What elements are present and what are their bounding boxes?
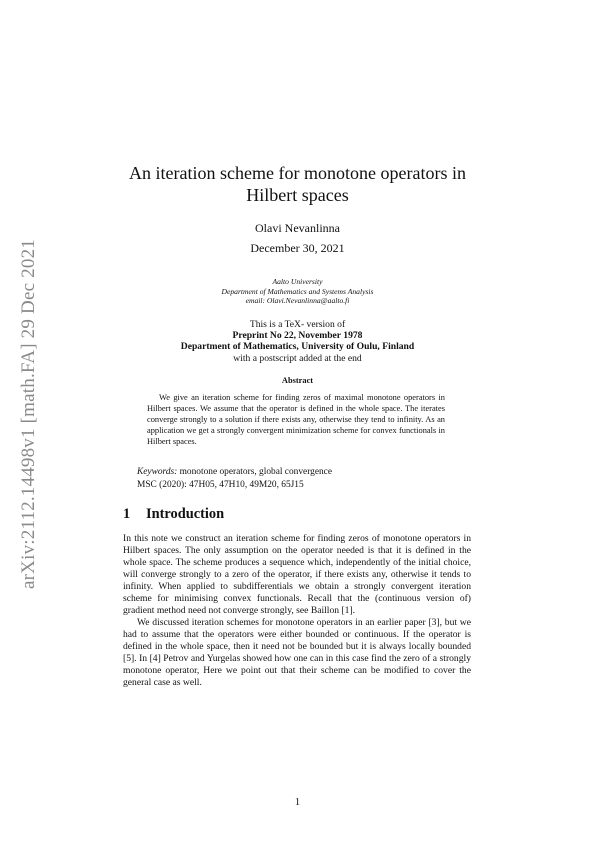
paragraph-1: In this note we construct an iteration scheme for finding zeros of monotone operators in Hilbert spaces. The only assumption on the operator needed is that it is defined in the whole space. The scheme produces a sequence which, independently of the initial choice, will converge strongly to a zero of the operator, if there exists any, otherwise it tends to infinity. When applied to subdifferentials we obtain a strongly convergent iteration scheme for minimising convex functionals. Recall that the (continuous version of) gradient method need not converge strongly, see Baillon [1]. [123,533,471,616]
preprint-line-4: with a postscript added at the end [233,352,362,364]
preprint-line-1: This is a TeX- version of [249,319,346,330]
author: Olavi Nevanlinna [255,221,340,235]
section-title: Introduction [146,506,225,522]
abstract-heading: Abstract [281,376,314,385]
msc-classification: MSC (2020): 47H05, 47H10, 49M20, 65J15 [137,479,304,490]
affiliation [0,277,595,306]
abstract-text: We give an iteration scheme for finding zeros of maximal monotone operators in Hilbert spaces. We assume that the operator is defined in the whole space. The iterates converge strongly to a solution if there exists any, otherwise they tend to infinity. As an application we get a strongly convergent minimization scheme for convex functionals in Hilbert spaces. [147,393,445,446]
section-number: 1 [123,506,131,522]
preprint-line-3: Department of Mathematics, University of Oulu, Finland [180,341,415,353]
keywords-label: Keywords: [137,467,178,477]
title-line-2: Hilbert spaces [246,185,349,205]
arxiv-stamp [0,0,62,842]
preprint-line-2: Preprint No 22, November 1978 [232,330,363,342]
section-heading [123,506,224,523]
affiliation-email: email: Olavi.Nevanlinna@aalto.fi [245,296,350,306]
section-body [123,533,471,689]
keywords [137,466,332,479]
keywords-block [137,466,332,491]
page-number: 1 [294,797,301,808]
preprint-note [0,319,595,364]
paragraph-2: We discussed iteration schemes for monotone operators in an earlier paper [3], but we had to assume that the operators were either bounded or continuous. If the operator is defined in the whole space, then it need not be bounded but it is always locally bounded [5]. In [4] Petrov and Yurgelas showed how one can in this case find the zero of a strongly monotone operator, Here we point out that their scheme can be modified to cover the general case as well. [123,617,471,688]
keywords-text: monotone operators, global convergence [179,467,333,477]
affiliation-university: Aalto University [272,277,323,286]
date: December 30, 2021 [250,241,345,255]
affiliation-department: Department of Mathematics and Systems Analysis [221,286,374,296]
title-line-1: An iteration scheme for monotone operators in [129,163,466,183]
arxiv-stamp-text: arXiv:2112.14498v1 [math.FA] 29 Dec 2021 [18,239,39,589]
paper-title [0,162,595,206]
